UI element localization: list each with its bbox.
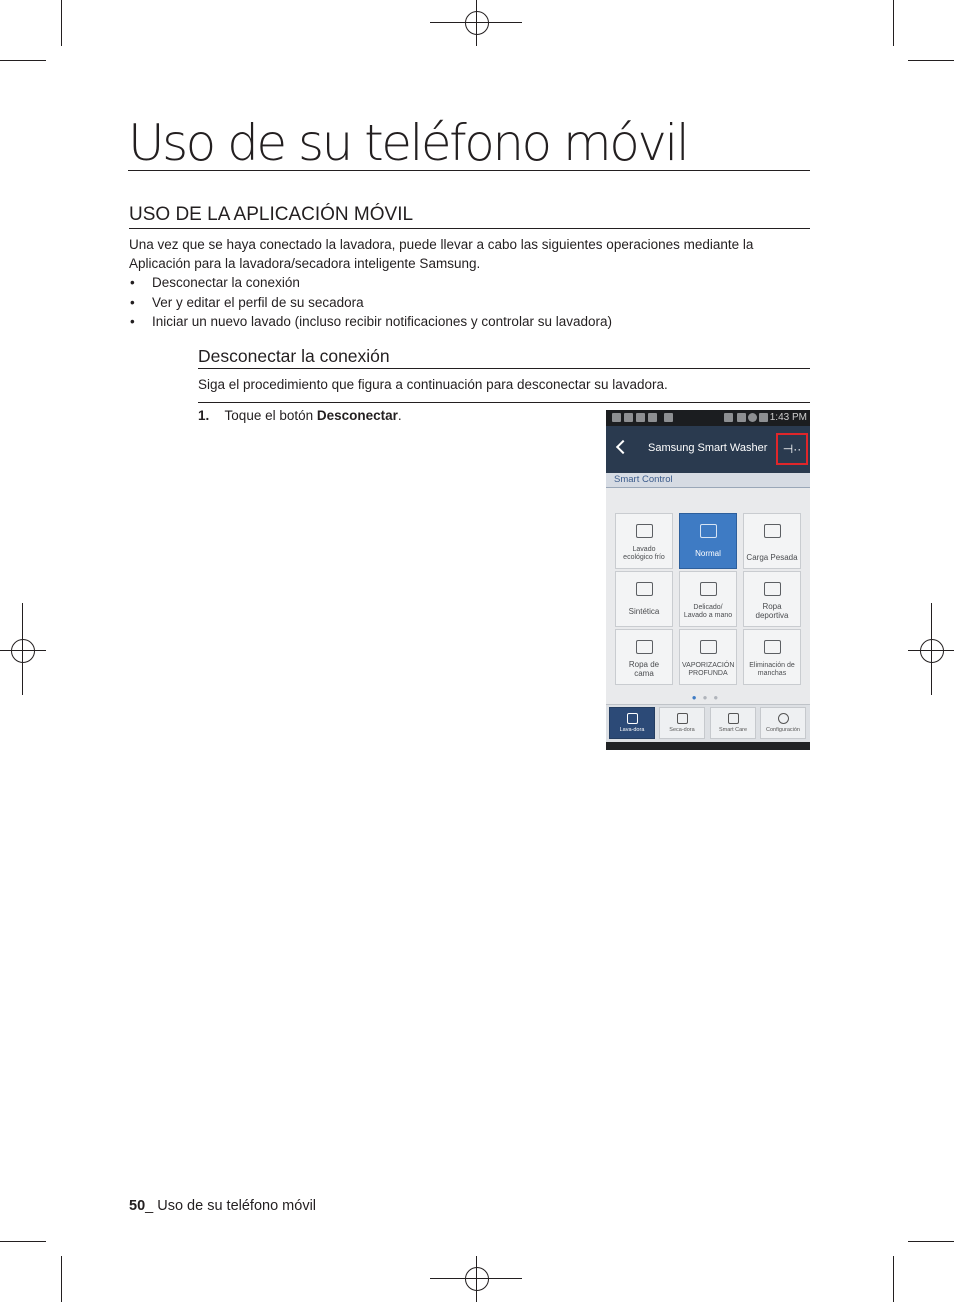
intro-paragraph-line-2: Aplicación para la lavadora/secadora inteligente Samsung. [129,256,481,271]
phone-bottom-edge [606,742,810,750]
bullet-marker: • [130,275,135,290]
step-number: 1. [198,408,210,423]
section-heading: USO DE LA APLICACIÓN MÓVIL [129,204,810,229]
bedding-icon [636,640,653,654]
divider [198,402,810,403]
cycle-tile-synthetic[interactable] [615,571,673,627]
phone-screenshot [606,410,810,750]
cycle-tile-delicate[interactable] [679,571,737,627]
tab-smart-care[interactable] [710,707,756,739]
notification-icon [636,413,645,422]
page-number: 50 [129,1198,146,1214]
tab-label: Lava-dora [619,727,645,733]
page-indicator: ●●● [691,693,725,702]
smart-control-label: Smart Control [606,473,810,488]
status-bar [606,410,810,426]
crop-mark [908,60,954,61]
app-bar [606,426,810,473]
tab-label: Seca-dora [669,727,695,733]
smart-care-icon [728,713,739,724]
shirt-snowflake-icon [636,524,653,538]
towel-stack-icon [764,524,781,538]
footer-text: _ Uso de su teléfono móvil [145,1198,317,1214]
cycle-label: Delicado/ Lavado a mano [683,604,733,619]
cycle-label: Lavado ecológico frío [623,546,665,561]
notification-icon [664,413,673,422]
step-1 [198,406,402,425]
bullet-item: Desconectar la conexión [152,275,300,290]
crop-mark [893,1256,894,1302]
hand-wash-icon [700,582,717,596]
step-button-name: Desconectar [316,408,398,423]
notification-icon [624,413,633,422]
cycle-label: Sintética [628,607,660,616]
app-title: Samsung Smart Washer [648,442,768,454]
cycle-label: Ropa de cama [628,660,660,678]
wifi-icon [737,413,746,422]
crop-mark [61,0,62,46]
sport-shirt-icon [764,582,781,596]
disconnect-icon: ⊣·· [782,442,802,456]
gear-icon [778,713,789,724]
tab-settings[interactable] [760,707,806,739]
step-text: Toque el botón [224,408,317,423]
tab-dryer[interactable] [659,707,705,739]
washer-icon [627,713,638,724]
bullet-marker: • [130,295,135,310]
cycle-tile-normal[interactable] [679,513,737,569]
stain-shirt-icon [764,640,781,654]
cycle-label: Eliminación de manchas [749,662,795,677]
fabric-icon [636,582,653,596]
cycle-label: Ropa deportiva [755,602,789,620]
cycle-label: VAPORIZACIÓN PROFUNDA [682,662,735,677]
subsection-heading: Desconectar la conexión [198,345,810,369]
page-title: Uso de su teléfono móvil [128,116,810,171]
bottom-tab-bar [606,704,810,743]
subsection-intro: Siga el procedimiento que figura a continuación para desconectar su lavadora. [198,377,668,392]
battery-icon [759,413,768,422]
status-time: 1:43 PM [769,412,807,423]
crop-mark [893,0,894,46]
notification-icon [648,413,657,422]
cycle-tile-deep-steam[interactable] [679,629,737,685]
cycle-tile-heavy-load[interactable] [743,513,801,569]
page-footer [129,1197,316,1215]
step-text-end: . [397,408,402,423]
tab-label: Configuración [766,727,800,733]
crop-mark [908,1241,954,1242]
cycle-tile-bedding[interactable] [615,629,673,685]
cycle-label: Carga Pesada [746,553,798,562]
cycle-tile-stain-removal[interactable] [743,629,801,685]
shirt-icon [700,524,717,538]
nfc-icon [724,413,733,422]
tab-label: Smart Care [718,727,748,733]
blocked-icon [748,413,757,422]
bullet-marker: • [130,314,135,329]
cycle-tile-sportswear[interactable] [743,571,801,627]
bullet-item: Ver y editar el perfil de su secadora [152,295,364,310]
steam-icon [700,640,717,654]
crop-mark [0,60,46,61]
disconnect-button[interactable] [776,433,808,465]
usb-icon [612,413,621,422]
intro-paragraph-line-1: Una vez que se haya conectado la lavadora, puede llevar a cabo las siguientes operaciones mediante la [129,237,754,252]
crop-mark [0,1241,46,1242]
back-arrow-icon[interactable] [616,440,630,454]
bullet-item: Iniciar un nuevo lavado (incluso recibir notificaciones y controlar su lavadora) [152,314,612,329]
crop-mark [61,1256,62,1302]
tab-washer[interactable] [609,707,655,739]
cycle-tile-eco-cold[interactable] [615,513,673,569]
dryer-icon [677,713,688,724]
cycle-label: Normal [695,549,721,558]
cycle-grid [615,513,801,685]
